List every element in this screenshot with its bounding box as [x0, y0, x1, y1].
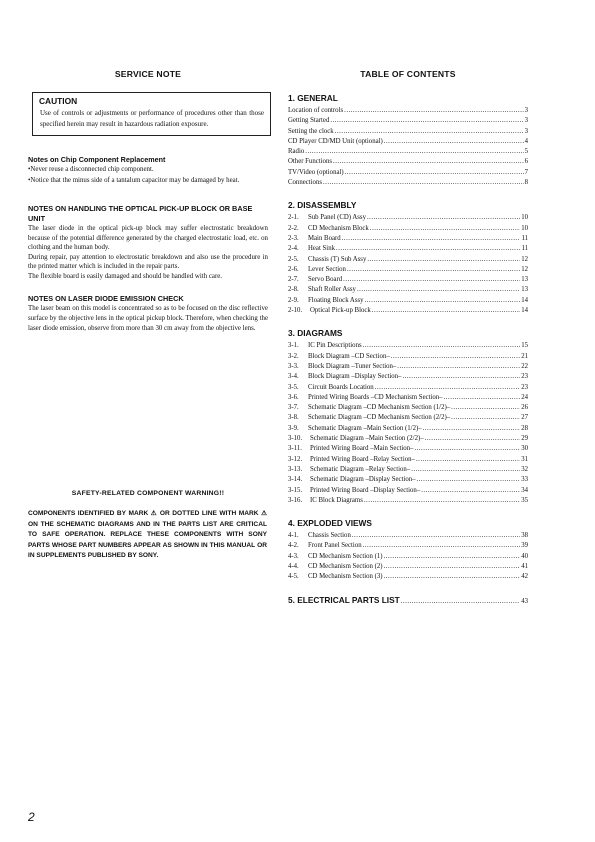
toc-leader-dots — [384, 572, 521, 582]
toc-section — [288, 93, 528, 188]
toc-entry-title: Other Functions — [288, 158, 332, 166]
toc-entry-page: 3 — [524, 107, 528, 114]
toc-entry-number: 2-6. — [288, 265, 299, 273]
toc-leader-dots — [423, 424, 521, 434]
toc-entry-page: 42 — [521, 573, 528, 581]
toc-leader-dots — [347, 265, 520, 275]
toc-entry[interactable] — [288, 496, 528, 506]
toc-section — [288, 200, 528, 316]
toc-entry[interactable] — [288, 127, 528, 137]
toc-entry-number: 4-3. — [288, 552, 299, 560]
toc-entry-page: 5 — [524, 148, 528, 156]
toc-entry[interactable] — [288, 372, 528, 382]
toc-entry-number: 3-9. — [288, 424, 299, 432]
toc-entry[interactable] — [288, 475, 528, 485]
toc-final-title: 5. ELECTRICAL PARTS LIST — [288, 594, 400, 605]
toc-entry-title: Optical Pick-up Block — [310, 307, 371, 315]
toc-entry-page: 41 — [521, 562, 528, 570]
toc-entry-title: IC Pin Descriptions — [308, 342, 362, 350]
toc-entry-page: 14 — [521, 307, 528, 315]
toc-entry[interactable] — [288, 352, 528, 362]
toc-entry[interactable] — [288, 137, 528, 147]
toc-leader-dots — [365, 296, 521, 306]
toc-title: TABLE OF CONTENTS — [360, 69, 456, 79]
toc-entry[interactable] — [288, 147, 528, 157]
toc-entry-page: 12 — [521, 255, 528, 263]
toc-entry[interactable] — [288, 562, 528, 572]
toc-entry[interactable] — [288, 116, 528, 126]
toc-entry-title: Printed Wiring Boards –CD Mechanism Section– — [308, 393, 443, 401]
toc-entry-page: 7 — [524, 168, 528, 176]
toc-entry-title: Shaft Roller Assy — [308, 286, 356, 294]
toc-entry-title: Heat Sink — [308, 245, 335, 253]
toc-leader-dots — [344, 106, 523, 116]
toc-entry[interactable] — [288, 413, 528, 423]
toc-entry-number: 4-2. — [288, 542, 299, 550]
toc-entry-page: 32 — [521, 465, 528, 473]
toc-leader-dots — [364, 496, 520, 506]
toc-entry-number: 3-2. — [288, 352, 299, 360]
toc-entry-title: Chassis Section — [308, 532, 351, 540]
toc-entry-page: 14 — [521, 296, 528, 304]
toc-leader-dots — [343, 275, 520, 285]
toc-entry[interactable] — [288, 465, 528, 475]
toc-leader-dots — [370, 224, 520, 234]
toc-section — [288, 328, 528, 506]
toc-entry-number: 2-1. — [288, 214, 299, 222]
service-note-title: SERVICE NOTE — [114, 69, 182, 79]
optical-notes-paragraph: The laser diode in the optical pick-up block may suffer electrostatic breakdown because of the potential difference generated by the charged electrostatic load, etc. on clothing and the human body. — [28, 225, 268, 252]
toc-entry-title: Sub Panel (CD) Assy — [308, 214, 366, 222]
toc-entry[interactable] — [288, 572, 528, 582]
toc-leader-dots — [402, 372, 520, 382]
toc-leader-dots — [352, 531, 520, 541]
toc-leader-dots — [397, 362, 520, 372]
toc-entry-page: 33 — [521, 476, 528, 484]
toc-entry-page: 13 — [521, 286, 528, 294]
toc-entry-title: CD Mechanism Section (3) — [308, 573, 383, 581]
toc-entry[interactable] — [288, 234, 528, 244]
toc-entry-page: 23 — [521, 383, 528, 391]
toc-entry-page: 15 — [521, 342, 528, 350]
toc-entry-page: 31 — [521, 455, 528, 463]
chip-note-item: •Notice that the minus side of a tantalum capacitor may be damaged by heat. — [28, 176, 240, 184]
toc-entry-page: 35 — [521, 496, 528, 504]
toc-entry-number: 4-1. — [288, 532, 299, 540]
toc-entry[interactable] — [288, 106, 528, 116]
toc-entry-page: 21 — [521, 352, 528, 360]
toc-entry[interactable] — [288, 341, 528, 351]
toc-entry-number: 2-2. — [288, 224, 299, 232]
toc-entry-page: 40 — [521, 552, 528, 560]
toc-entry-title: Chassis (T) Sub Assy — [308, 255, 367, 263]
toc-entry-number: 2-8. — [288, 286, 299, 294]
toc-entry-title: Schematic Diagram –Display Section– — [310, 476, 416, 484]
toc-entry[interactable] — [288, 424, 528, 434]
toc-entry-title: Lever Section — [308, 265, 346, 273]
toc-entry-page: 23 — [521, 373, 528, 381]
toc-entry[interactable] — [288, 244, 528, 254]
toc-leader-dots — [323, 178, 524, 188]
toc-leader-dots — [384, 552, 521, 562]
caution-box — [32, 92, 271, 136]
toc-entry-number: 3-5. — [288, 383, 299, 391]
toc-entry-title: Schematic Diagram –Main Section (1/2)– — [308, 424, 422, 432]
toc-entry-number: 2-7. — [288, 276, 299, 284]
toc-entry-page: 22 — [521, 362, 528, 370]
toc-entry-title: TV/Video (optional) — [288, 168, 344, 176]
toc-entry-title: Connections — [288, 179, 322, 187]
toc-entry[interactable] — [288, 255, 528, 265]
toc-section-heading: 3. DIAGRAMS — [288, 328, 343, 339]
toc-entry-number: 3-16. — [288, 496, 303, 504]
toc-entry-title: CD Player CD/MD Unit (optional) — [288, 137, 383, 145]
toc-entry[interactable] — [288, 362, 528, 372]
toc-entry-title: Front Panel Section — [308, 542, 362, 550]
toc-entry-title: CD Mechanism Section (2) — [308, 562, 383, 570]
toc-entry-page: 3 — [524, 117, 528, 125]
toc-entry-title: Block Diagram –CD Section– — [308, 352, 390, 360]
toc-entry[interactable] — [288, 486, 528, 496]
toc-entry-page: 26 — [521, 404, 528, 412]
toc-leader-dots — [414, 444, 520, 454]
toc-entry[interactable] — [288, 265, 528, 275]
toc-section-heading: 1. GENERAL — [288, 93, 338, 103]
toc-entry[interactable] — [288, 444, 528, 454]
toc-entry-title: Servo Board — [308, 276, 343, 284]
toc-entry-page: 11 — [521, 234, 528, 242]
toc-entry[interactable] — [288, 403, 528, 413]
toc-leader-dots — [384, 562, 521, 572]
page-number: 2 — [28, 810, 35, 824]
toc-final-page: 43 — [521, 597, 528, 605]
toc-entry-number: 3-1. — [288, 342, 299, 350]
toc-entry-number: 3-4. — [288, 373, 299, 381]
toc-entry-page: 3 — [524, 127, 528, 135]
toc-entry[interactable] — [288, 285, 528, 295]
toc-leader-dots — [372, 306, 520, 316]
toc-entry-number: 3-12. — [288, 455, 303, 463]
toc-entry[interactable] — [288, 393, 528, 403]
toc-column — [288, 69, 528, 605]
toc-entry-page: 11 — [521, 245, 528, 253]
toc-entry-number: 4-5. — [288, 573, 299, 581]
service-note-column — [28, 69, 268, 333]
toc-entry-number: 3-14. — [288, 476, 303, 484]
toc-entry-page: 8 — [524, 179, 528, 187]
toc-entry-page: 27 — [521, 414, 528, 422]
toc-leader-dots — [421, 486, 520, 496]
toc-entry-title: Getting Started — [288, 117, 330, 125]
toc-entry-number: 3-7. — [288, 404, 299, 412]
toc-entry[interactable] — [288, 434, 528, 444]
optical-notes-paragraph: The flexible board is easily damaged and should be handled with care. — [28, 272, 223, 280]
toc-final-entry[interactable] — [288, 595, 528, 605]
toc-leader-dots — [451, 403, 520, 413]
toc-leader-dots — [375, 383, 521, 393]
toc-leader-dots — [342, 234, 521, 244]
toc-leader-dots — [305, 147, 523, 157]
toc-entry-page: 38 — [521, 532, 528, 540]
toc-entry-title: Location of controls — [288, 107, 344, 114]
toc-entry[interactable] — [288, 552, 528, 562]
toc-entry-title: Schematic Diagram –Relay Section– — [310, 465, 411, 473]
toc-entry-number: 2-5. — [288, 255, 299, 263]
toc-entry-page: 12 — [521, 265, 528, 273]
toc-entry-title: Radio — [288, 148, 305, 156]
toc-entry-title: Printed Wiring Board –Display Section– — [310, 486, 421, 494]
toc-body — [288, 93, 528, 583]
toc-entry[interactable] — [288, 306, 528, 316]
toc-entry-number: 3-6. — [288, 393, 299, 401]
toc-leader-dots — [333, 157, 524, 167]
toc-entry-title: CD Mechanism Block — [308, 224, 369, 232]
toc-entry-title: Circuit Boards Location — [308, 383, 374, 391]
toc-leader-dots — [335, 127, 524, 137]
toc-entry-page: 29 — [521, 435, 528, 443]
toc-leader-dots — [384, 137, 524, 147]
chip-note-item: •Never reuse a disconnected chip component. — [28, 166, 154, 173]
toc-section-heading: 4. EXPLODED VIEWS — [288, 518, 372, 529]
toc-entry[interactable] — [288, 383, 528, 393]
toc-entry-title: Schematic Diagram –CD Mechanism Section (2/2)– — [308, 414, 451, 422]
safety-warning-text: COMPONENTS IDENTIFIED BY MARK ⚠ OR DOTTED LINE WITH MARK ⚠ ON THE SCHEMATIC DIAGRAMS AND IN THE PARTS LIST ARE CRITICAL TO SAFE OPERATION. REPLACE THESE COMPONENTS WITH SONY PARTS WHOSE PART NUMBERS APPEAR AS SHOWN IN THIS MANUAL OR IN SUPPLEMENTS PUBLISHED BY SONY. — [28, 510, 267, 560]
toc-entry-number: 4-4. — [288, 562, 299, 570]
toc-leader-dots — [367, 213, 520, 223]
toc-entry[interactable] — [288, 275, 528, 285]
toc-leader-dots — [357, 285, 520, 295]
toc-entry-page: 10 — [521, 224, 528, 232]
toc-entry-title: Printed Wiring Board –Main Section– — [310, 445, 414, 453]
caution-title: CAUTION — [39, 96, 78, 106]
toc-leader-dots — [401, 598, 520, 605]
toc-entry-page: 10 — [521, 214, 528, 222]
toc-entry[interactable] — [288, 157, 528, 167]
toc-leader-dots — [411, 465, 520, 475]
toc-leader-dots — [367, 255, 520, 265]
toc-leader-dots — [417, 475, 521, 485]
toc-section — [288, 518, 528, 582]
chip-notes-title: Notes on Chip Component Replacement — [28, 155, 166, 164]
toc-entry-title: Block Diagram –Display Section– — [308, 373, 402, 381]
toc-entry-page: 6 — [524, 158, 528, 166]
toc-entry[interactable] — [288, 213, 528, 223]
toc-entry-page: 30 — [521, 445, 528, 453]
optical-notes-heading: NOTES ON HANDLING THE OPTICAL PICK-UP BLOCK OR BASE UNIT — [28, 204, 253, 224]
toc-entry-title: Setting the clock — [288, 127, 334, 135]
toc-entry-title: IC Block Diagrams — [310, 496, 363, 504]
toc-entry[interactable] — [288, 531, 528, 541]
toc-leader-dots — [363, 541, 521, 551]
toc-entry[interactable] — [288, 178, 528, 188]
toc-leader-dots — [391, 352, 520, 362]
toc-entry-number: 3-11. — [288, 445, 302, 453]
toc-entry-number: 3-10. — [288, 435, 303, 443]
toc-entry-title: CD Mechanism Section (1) — [308, 552, 383, 560]
toc-entry-title: Block Diagram –Tuner Section– — [308, 362, 397, 370]
toc-entry-title: Printed Wiring Board –Relay Section– — [310, 455, 415, 463]
toc-section-heading: 2. DISASSEMBLY — [288, 200, 357, 211]
toc-entry-number: 2-3. — [288, 234, 299, 242]
toc-entry[interactable] — [288, 168, 528, 178]
toc-entry-title: Main Board — [308, 234, 341, 242]
toc-leader-dots — [416, 455, 520, 465]
toc-entry-number: 3-3. — [288, 362, 299, 370]
toc-leader-dots — [444, 393, 521, 403]
safety-warning-title: SAFETY-RELATED COMPONENT WARNING!! — [71, 490, 225, 497]
toc-entry[interactable] — [288, 224, 528, 234]
caution-text: Use of controls or adjustments or performance of procedures other than those specified herein may result in hazardous radiation exposure. — [40, 109, 264, 128]
toc-leader-dots — [336, 244, 520, 254]
toc-leader-dots — [330, 116, 523, 126]
toc-entry-number: 3-13. — [288, 465, 303, 473]
toc-leader-dots — [425, 434, 521, 444]
toc-entry-number: 2-10. — [288, 307, 303, 315]
toc-entry-number: 2-4. — [288, 245, 299, 253]
toc-entry-page: 34 — [521, 486, 528, 494]
toc-entry[interactable] — [288, 296, 528, 306]
toc-entry-number: 2-9. — [288, 296, 299, 304]
toc-entry-title: Schematic Diagram –CD Mechanism Section (1/2)– — [308, 404, 451, 412]
toc-entry-title: Schematic Diagram –Main Section (2/2)– — [310, 435, 424, 443]
laser-notes-heading: NOTES ON LASER DIODE EMISSION CHECK — [28, 294, 184, 304]
toc-leader-dots — [451, 413, 520, 423]
toc-entry-page: 28 — [521, 424, 528, 432]
toc-entry-number: 3-15. — [288, 486, 303, 494]
laser-notes-text: The laser beam on this model is concentrated so as to be focused on the disc reflective surface by the objective lens in the optical pickup block. Therefore, when checking the laser diode emission, observe from more than 30 cm away from the objective lens. — [28, 305, 268, 332]
optical-notes-paragraph: During repair, pay attention to electrostatic breakdown and also use the procedure in the printed matter which is included in the repair parts. — [28, 253, 268, 271]
toc-entry-page: 39 — [521, 542, 528, 550]
toc-entry-page: 4 — [524, 137, 528, 145]
toc-leader-dots — [363, 341, 521, 351]
toc-leader-dots — [345, 168, 524, 178]
toc-entry-page: 24 — [521, 393, 528, 401]
toc-entry-number: 3-8. — [288, 414, 299, 422]
toc-entry-page: 13 — [521, 276, 528, 284]
toc-entry[interactable] — [288, 455, 528, 465]
toc-entry[interactable] — [288, 541, 528, 551]
toc-entry-title: Floating Block Assy — [308, 296, 364, 304]
